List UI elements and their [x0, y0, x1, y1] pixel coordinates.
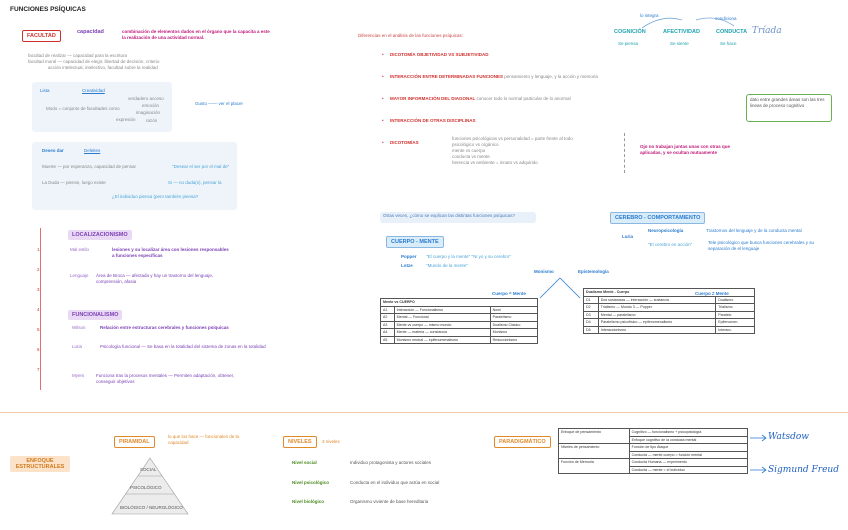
box2-text: La Duda — piense, luego existe: [42, 180, 106, 185]
box1-item: verdadero acceso: [128, 96, 164, 101]
dicotomia-intro: Diferencias en el análisis de las funciones psíquicas:: [358, 33, 464, 38]
box1-text: Modo = conjunto de facultades como: [46, 106, 120, 111]
box2-question: ¿El individuo piensa (pero también piensa?: [112, 194, 199, 199]
cerebro-note: Tele psicológico que busca funciones cerebrales y su separación de el lenguaje: [708, 240, 815, 251]
niveles-tag: NIVELES: [283, 436, 317, 448]
pyramid-level: BIOLÓGICO / NEUROLÓGICO: [120, 505, 183, 510]
popper-text: "El cuerpo y la mente" "Ni yo y su cerebro": [426, 254, 511, 259]
func-key: Luria: [72, 344, 83, 349]
section-divider: [0, 412, 848, 413]
hand-note: Watsdow: [768, 432, 809, 442]
piramidal-note: lo que los hace — funcionales de la capacidad: [168, 434, 240, 445]
dicotomia-list-item: mente vs cuerpo: [452, 148, 486, 153]
dicotomia-side-note: Ojo no trabajan juntas unas con otras que aplicadas, y se ocultan mutuamente: [640, 144, 731, 155]
box1-heading: Creatividad: [82, 88, 105, 93]
deleites-box: [32, 142, 237, 210]
triad-handwriting: Tríada: [752, 26, 782, 36]
gusto-note: Gusto —— ver el placer: [195, 101, 244, 106]
triad-label: AFECTIVIDAD: [663, 29, 700, 35]
dicotomia-item: DICOTOMÍAS: [390, 140, 419, 145]
epistemologia-label: Epistemología: [578, 269, 609, 274]
piramidal-tag: PIRAMIDAL: [114, 436, 155, 448]
nivel-key: Nivel social: [292, 460, 317, 465]
dicotomia-item: INTERACCIÓN ENTRE DETERMINADAS FUNCIONES: [390, 74, 504, 79]
dicotomia-list-item: psicológico vs orgánico: [452, 142, 499, 147]
facultad-note: acción intelectual, intelectivo, facultad sobre la realidad: [48, 65, 158, 70]
cuerpo-mente-tag: CUERPO - MENTE: [386, 236, 444, 248]
facultad-note: facultad de realizar — capacidad para la escritura: [28, 53, 128, 58]
box2-label: Deseo dar: [42, 148, 64, 153]
func-key: Myers: [72, 373, 85, 378]
nivel-key: Nivel biológico: [292, 499, 325, 504]
func-value: Funciona tras la procesos mentales — Permiten adaptación, obtener, conseguir objetivos: [96, 373, 235, 384]
side-numbers: 1 2 3 4 5 6 7: [37, 247, 40, 372]
paradigmatico-tag: PARADIGMÁTICO: [494, 436, 551, 448]
triad-sub: Se siente: [670, 41, 689, 46]
funcionalismo-tag: FUNCIONALISMO: [68, 310, 122, 320]
side-rule: [40, 228, 41, 390]
luria-label: Luria: [622, 234, 634, 239]
box1-label: Lista: [40, 88, 50, 93]
triad-arcs: [622, 12, 752, 30]
dicotomia-detail: pensamiento y lenguaje, y la acción y memoria: [504, 74, 598, 79]
pyramid-level: PSICOLÓGICO: [130, 485, 162, 490]
popper-label: Popper: [401, 254, 417, 259]
box1-item: emoción: [142, 103, 160, 108]
dicotomia-item: MAYOR INFORMACIÓN DEL DIAGONAL: [390, 96, 476, 101]
enfoque-tag: ENFOQUE ESTRUCTURALES: [10, 456, 70, 472]
triad-green-box: dato entre grandes áreas son las tres lineas de proceso cognitivo: [746, 94, 832, 122]
nivel-value: Organismo viviente de base hereditaria: [350, 499, 429, 504]
page-title: FUNCIONES PSÍQUICAS: [10, 6, 86, 13]
triad-sub: Se hace: [720, 41, 737, 46]
nivel-value: Conducta en el individuo que actúa en social: [350, 480, 440, 485]
loc-key: Mal estilo: [70, 247, 90, 252]
box2-heading: Deleites: [84, 148, 101, 153]
box1-item: expresión: [116, 117, 136, 122]
pyramid-level: SOCIAL: [140, 467, 157, 472]
lotze-text: "Mundo de la mente": [426, 263, 468, 268]
nivel-key: Nivel psicológico: [292, 480, 330, 485]
box2-text: Muerte — por esperanza, capacidad de pensar: [42, 164, 137, 169]
left-table: Mente vs CUERPO A1 Interacción — Funcionalismo Nomi A2 Mental — Funcional Paralelismo A3 Mente vs cuerpo — mismo mundo Dualismo Clásico A4 Mente — materia — constancia Monismo A5 Monismo neutral — epifenomenalismo Reduccionismo: [380, 298, 538, 344]
paradigm-table: Enfoque de pensamiento Cognitivo — funcionalismo + psicopatología Enfoque cognitivo de la conducta mental Niveles de pensamiento Función de tipo Ataque Conducta — mente cuerpo = función mental Función de Memoria Conducta Humana — experimento Conducta — mente = el individuo: [558, 428, 748, 474]
cerebro-tag: CEREBRO - COMPORTAMIENTO: [610, 212, 705, 224]
box1-item: imaginación: [136, 110, 161, 115]
divider: [624, 133, 626, 173]
loc-key: Lenguaje: [70, 273, 89, 278]
triad-sub: Se piensa: [618, 41, 639, 46]
niveles-note: 3 niveles: [322, 439, 340, 444]
neuro-text: Trastornos del lenguaje y de la conducta mental: [706, 228, 802, 233]
neuro-label: Neuropsicología: [648, 228, 684, 233]
triad-label: CONDUCTA: [716, 29, 748, 35]
dicotomia-detail: conocer todo lo normal particular de lo anormal: [476, 96, 571, 101]
facultad-note: facultad moral — capacidad de elegir, libertad de decisión, criterio: [28, 59, 160, 64]
triad-top-word: lo integra: [640, 13, 659, 18]
triad-label: COGNICIÓN: [614, 29, 646, 35]
dicotomia-item: DICOTOMÍA OBJETIVIDAD VS SUBJETIVIDAD: [390, 52, 489, 57]
dicotomia-list-item: funciones psicológicas vs personalidad = parte frente al todo: [452, 136, 573, 141]
left-table-title: Cuerpo = Mente: [492, 291, 526, 296]
lotze-label: Lotze: [401, 263, 413, 268]
facultad-term: capacidad: [77, 29, 104, 35]
paradigm-arrows: [748, 430, 770, 480]
dicotomia-item: INTERACCIÓN DE OTRAS DISCIPLINAS: [390, 118, 476, 123]
box2-quote: Si — no duda(s), pensar la: [168, 180, 222, 185]
dicotomia-list-item: herencia vs ambiente = innato vs adquirido: [452, 160, 538, 165]
question-box: Otras veces, ¿cómo se explican las distintas funciones psíquicas?: [380, 212, 536, 223]
monismo-label: Monismo: [534, 269, 554, 274]
func-key: Wilson: [72, 325, 86, 330]
func-value: Relación entre estructuras cerebrales y funciones psíquicas: [100, 325, 229, 330]
nivel-value: Individuo protagonista y actores sociales: [350, 460, 432, 465]
box2-quote: "Desear el ser por el mal de": [172, 164, 230, 169]
loc-value: lesiones y su localizar área con lesiones responsables a funciones específicas: [112, 247, 229, 258]
creatividad-box: [32, 82, 172, 132]
hand-note: Sigmund Freud: [768, 465, 839, 475]
facultad-tag: FACULTAD: [22, 30, 61, 42]
luria-text: "El cerebro en acción": [648, 242, 693, 247]
right-table-title: Cuerpo ≠ Mente: [695, 291, 729, 296]
branch-arrows: [530, 276, 590, 302]
localizacionismo-tag: LOCALIZACIONISMO: [68, 230, 132, 240]
facultad-definition: combinación de elementos dados en el órgano que la capacita a este la realización de una actividad normal.: [122, 29, 270, 40]
dicotomia-list-item: conducta vs mente: [452, 154, 490, 159]
right-table: Dualismo Mente - Cuerpo D1 Dos sustancias — interacción — sustancia Dualismo D2 Trialismo — Mundo 3 — Popper Trialismo D3 Mental — paralelismo Paralelo D4 Paralelismo psicofísico — epifenomenalismo Epifenomen. D5 Interaccionismo Interacc.: [583, 288, 755, 334]
box1-item: razón: [146, 118, 158, 123]
loc-value: Área de Broca — afectada y hay un trastorno del lenguaje, comprensión, afasia: [96, 273, 214, 284]
func-value: Psicología funcional — Se basa en la totalidad del sistema de zonas en la totalidad: [100, 344, 266, 349]
triad-top-word: condiciona: [715, 16, 737, 21]
